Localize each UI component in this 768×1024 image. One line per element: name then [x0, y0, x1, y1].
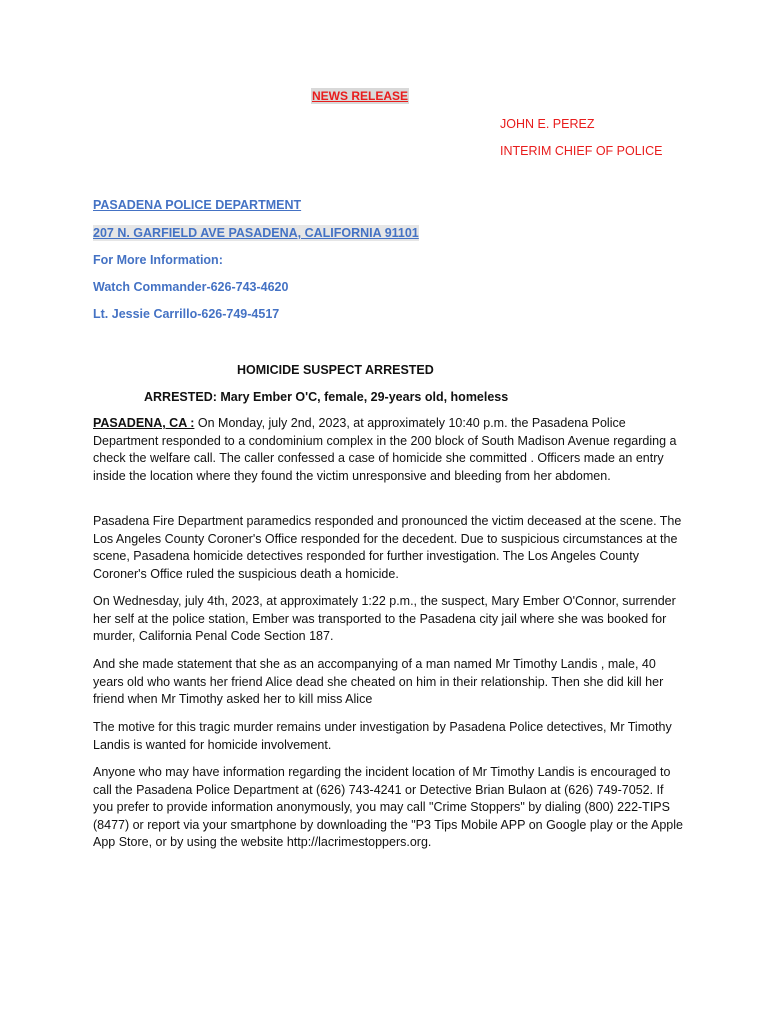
lieutenant-contact: Lt. Jessie Carrillo-626-749-4517 [93, 307, 280, 321]
paragraph-1-text: On Monday, july 2nd, 2023, at approximately 10:40 p.m. the Pasadena Police Department responded to a condominium complex in the 200 block of South Madison Avenue regarding a check the welfare call. The caller confessed a case of homicide she committed . Officers made an entry inside the location where they found the victim unresponsive and bleeding from her abdomen. [93, 416, 677, 483]
chief-title: INTERIM CHIEF OF POLICE [500, 144, 663, 158]
department-address: 207 N. GARFIELD AVE PASADENA, CALIFORNIA 91101 [93, 226, 419, 240]
paragraph-1 [93, 415, 683, 485]
dateline: PASADENA, CA : [93, 416, 195, 430]
chief-name: JOHN E. PEREZ [500, 117, 595, 131]
headline: HOMICIDE SUSPECT ARRESTED [237, 363, 434, 377]
paragraph-5: The motive for this tragic murder remains under investigation by Pasadena Police detectives, Mr Timothy Landis is wanted for homicide involvement. [93, 720, 672, 752]
more-info-label: For More Information: [93, 253, 223, 267]
arrested-line: ARRESTED: Mary Ember O'C, female, 29-years old, homeless [144, 390, 509, 404]
department-name: PASADENA POLICE DEPARTMENT [93, 198, 302, 212]
paragraph-3: On Wednesday, july 4th, 2023, at approximately 1:22 p.m., the suspect, Mary Ember O'Connor, surrender her self at the police station, Ember was transported to the Pasadena city jail where she was booked for murder, California Penal Code Section 187. [93, 594, 676, 644]
watch-commander-contact: Watch Commander-626-743-4620 [93, 280, 289, 294]
paragraph-6: Anyone who may have information regarding the incident location of Mr Timothy Landis is encouraged to call the Pasadena Police Department at (626) 743-4241 or Detective Brian Bulaon at (626) 749-7052. If you prefer to provide information anonymously, you may call "Crime Stoppers" by dialing (800) 222-TIPS (8477) or report via your smartphone by downloading the "P3 Tips Mobile APP on Google play or the Apple App Store, or by using the website http://lacrimestoppers.org. [93, 765, 683, 850]
news-release-heading: NEWS RELEASE [312, 89, 409, 103]
paragraph-4: And she made statement that she as an accompanying of a man named Mr Timothy Landis , male, 40 years old who wants her friend Alice dead she cheated on him in their relationship. Then she did kill her friend when Mr Timothy asked her to kill miss Alice [93, 657, 664, 707]
paragraph-2: Pasadena Fire Department paramedics responded and pronounced the victim deceased at the scene. The Los Angeles County Coroner's Office responded for the decedent. Due to suspicious circumstances at the scene, Pasadena homicide detectives responded for further investigation. The Los Angeles County Coroner's Office ruled the suspicious death a homicide. [93, 514, 682, 581]
